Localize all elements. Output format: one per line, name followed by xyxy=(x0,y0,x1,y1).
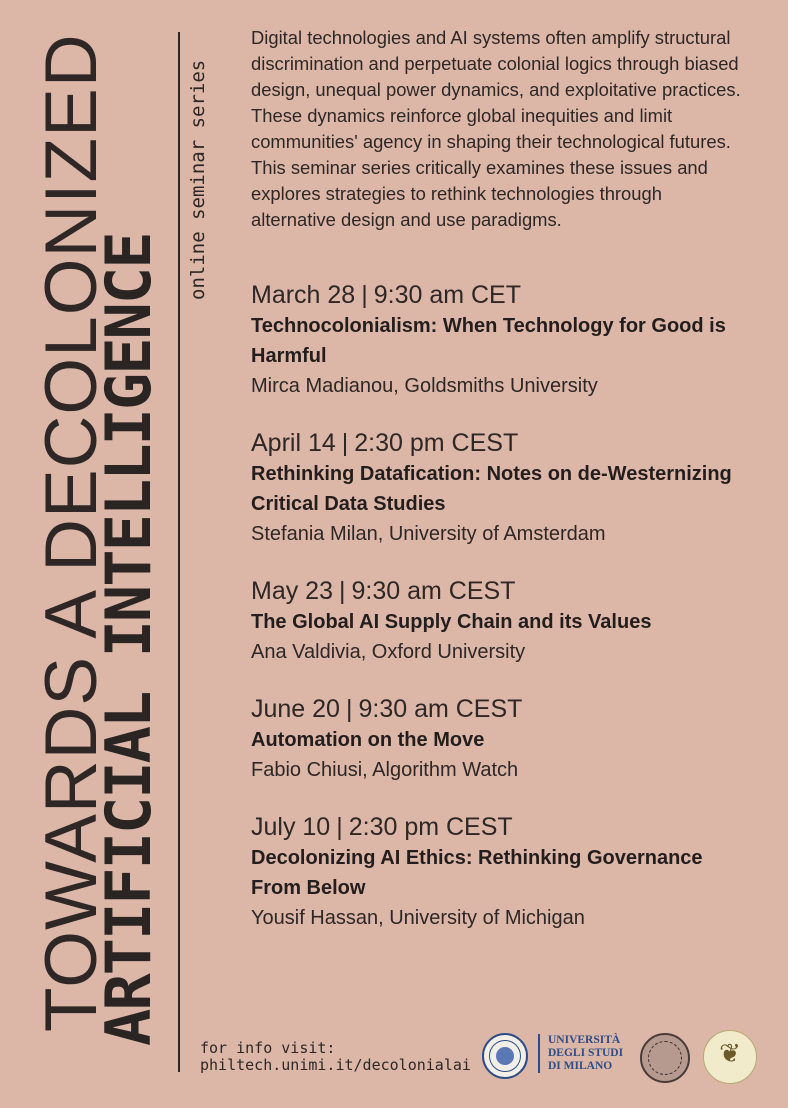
separator: | xyxy=(338,577,346,605)
event-time: 9:30 am CEST xyxy=(351,577,516,605)
event-item xyxy=(251,811,751,933)
university-line-2: DEGLI STUDI xyxy=(548,1047,624,1059)
event-datetime xyxy=(251,811,751,843)
event-speaker: Fabio Chiusi, Algorithm Watch xyxy=(251,759,519,781)
event-time: 2:30 pm CEST xyxy=(354,429,519,457)
event-time: 2:30 pm CEST xyxy=(348,813,513,841)
event-speaker: Stefania Milan, University of Amsterdam xyxy=(251,523,606,545)
intro-paragraph: Digital technologies and AI systems often amplify structural discrimination and perpetuate colonial logics through biased design, unequal power dynamics, and exploitative practices. These dynamics reinforce global inequities and limit communities' agency in shaping their technological futures. This seminar series critically examines these issues and explores strategies to rethink technologies through alternative design and use paradigms. xyxy=(251,27,741,230)
event-title: Technocolonialism: When Technology for Good is Harmful xyxy=(251,315,726,367)
event-item xyxy=(251,693,751,785)
event-datetime xyxy=(251,693,751,725)
university-line-3: DI MILANO xyxy=(548,1060,613,1072)
event-date: March 28 xyxy=(251,281,356,309)
unimi-seal-icon xyxy=(482,1033,528,1079)
separator: | xyxy=(345,695,353,723)
title-line-2: ARTIFICIAL INTELLIGENCE xyxy=(92,233,165,1046)
owl-emblem-icon: ❦ xyxy=(703,1030,757,1084)
event-date: April 14 xyxy=(251,429,336,457)
university-name xyxy=(538,1034,623,1073)
event-title: The Global AI Supply Chain and its Values xyxy=(251,611,652,633)
info-label: for info visit: xyxy=(200,1039,336,1057)
event-speaker: Mirca Madianou, Goldsmiths University xyxy=(251,375,598,397)
event-date: May 23 xyxy=(251,577,333,605)
separator: | xyxy=(336,813,343,841)
event-time: 9:30 am CEST xyxy=(358,695,523,723)
divider-line xyxy=(178,32,180,1072)
event-title: Rethinking Datafication: Notes on de-Westernizing Critical Data Studies xyxy=(251,463,732,515)
lab-seal-icon xyxy=(640,1033,690,1083)
event-title: Automation on the Move xyxy=(251,729,485,751)
series-label: online seminar series xyxy=(187,59,209,300)
title-line-1: TOWARDS A DECOLONIZED xyxy=(31,33,112,1032)
info-block xyxy=(200,1040,471,1074)
event-time: 9:30 am CET xyxy=(373,281,521,309)
event-item xyxy=(251,427,751,549)
event-speaker: Yousif Hassan, University of Michigan xyxy=(251,907,585,929)
event-datetime xyxy=(251,427,751,459)
event-date: July 10 xyxy=(251,813,331,841)
event-speaker: Ana Valdivia, Oxford University xyxy=(251,641,526,663)
event-title: Decolonizing AI Ethics: Rethinking Governance From Below xyxy=(251,847,703,899)
info-url-link[interactable]: philtech.unimi.it/decolonialai xyxy=(200,1056,471,1074)
event-datetime xyxy=(251,575,751,607)
event-item xyxy=(251,575,751,667)
separator: | xyxy=(341,429,349,457)
event-item xyxy=(251,279,751,401)
event-date: June 20 xyxy=(251,695,340,723)
separator: | xyxy=(361,281,368,309)
university-line-1: UNIVERSITÀ xyxy=(548,1034,621,1046)
event-list xyxy=(251,279,751,933)
main-content xyxy=(251,25,751,959)
event-datetime xyxy=(251,279,751,311)
